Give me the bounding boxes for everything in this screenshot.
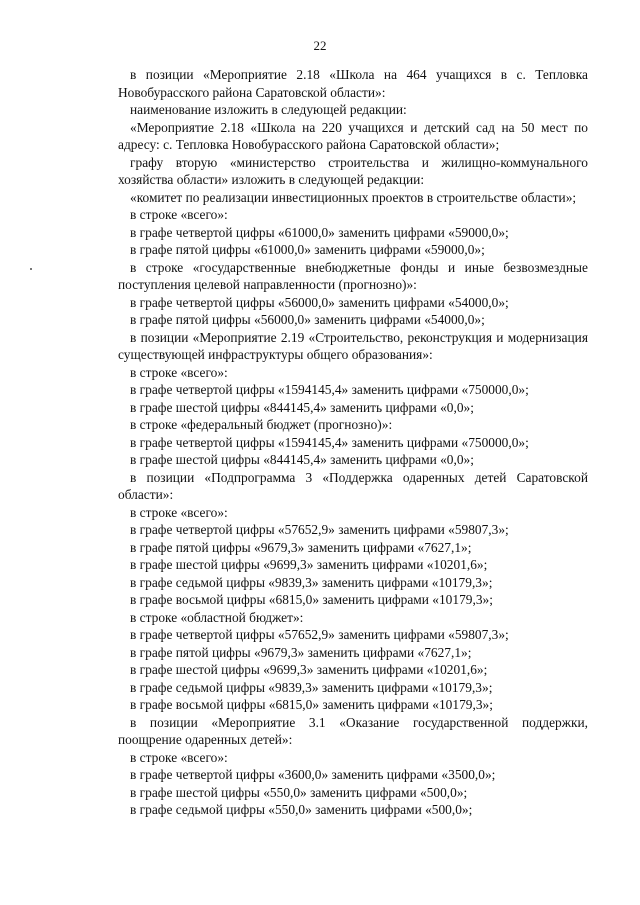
paragraph: «Мероприятие 2.18 «Школа на 220 учащихся и детский сад на 50 мест по адресу: с. Тепловка Новобурасского района Саратовской области»;	[118, 119, 588, 152]
paragraph: в позиции «Мероприятие 2.19 «Строительство, реконструкция и модернизация существующей инфраструктуры общего образования»:	[118, 329, 588, 362]
paragraph: «комитет по реализации инвестиционных проектов в строительстве области»;	[130, 189, 577, 205]
paragraph: графу вторую «министерство строительства и жилищно-коммунального хозяйства области» изложить в следующей редакции:	[118, 154, 588, 187]
paragraph: наименование изложить в следующей редакции:	[130, 102, 407, 117]
paragraph: в графе четвертой цифры «1594145,4» заменить цифрами «750000,0»;	[130, 382, 529, 397]
paragraph: в графе шестой цифры «9699,3» заменить цифрами «10201,6»;	[130, 662, 488, 677]
paragraph: в графе шестой цифры «844145,4» заменить цифрами «0,0»;	[130, 452, 474, 467]
margin-mark	[30, 268, 32, 270]
paragraph: в графе четвертой цифры «3600,0» заменить цифрами «3500,0»;	[130, 767, 496, 782]
paragraph: в строке «всего»:	[130, 364, 228, 380]
paragraph: в строке «государственные внебюджетные фонды и иные безвозмездные поступления целевой направленности (прогнозно)»:	[118, 259, 588, 292]
paragraph: в графе пятой цифры «56000,0» заменить цифрами «54000,0»;	[130, 312, 485, 327]
paragraph: в графе шестой цифры «844145,4» заменить цифрами «0,0»;	[130, 399, 474, 415]
paragraph: в графе восьмой цифры «6815,0» заменить цифрами «10179,3»;	[130, 592, 493, 607]
paragraph: в графе седьмой цифры «550,0» заменить цифрами «500,0»;	[130, 802, 473, 817]
paragraph: в графе четвертой цифры «57652,9» заменить цифрами «59807,3»;	[130, 522, 509, 537]
paragraph: в графе четвертой цифры «61000,0» заменить цифрами «59000,0»;	[130, 224, 509, 240]
paragraph: в графе шестой цифры «9699,3» заменить цифрами «10201,6»;	[130, 557, 488, 572]
paragraph: в позиции «Подпрограмма 3 «Поддержка одаренных детей Саратовской области»:	[118, 469, 588, 502]
paragraph: в строке «всего»:	[130, 207, 228, 222]
paragraph: в строке «областной бюджет»:	[130, 609, 304, 625]
page-number: 22	[313, 38, 327, 53]
document-body	[118, 66, 588, 819]
paragraph: в графе пятой цифры «61000,0» заменить цифрами «59000,0»;	[130, 242, 485, 257]
paragraph: в строке «всего»:	[130, 749, 228, 765]
paragraph: в графе восьмой цифры «6815,0» заменить цифрами «10179,3»;	[130, 697, 493, 712]
paragraph: в графе шестой цифры «550,0» заменить цифрами «500,0»;	[130, 784, 468, 800]
paragraph: в строке «всего»:	[130, 504, 228, 520]
paragraph: в графе седьмой цифры «9839,3» заменить цифрами «10179,3»;	[130, 679, 493, 695]
paragraph: в графе четвертой цифры «56000,0» заменить цифрами «54000,0»;	[130, 294, 509, 310]
paragraph: в графе четвертой цифры «1594145,4» заменить цифрами «750000,0»;	[130, 434, 529, 450]
paragraph: в позиции «Мероприятие 3.1 «Оказание государственной поддержки, поощрение одаренных детей»:	[118, 714, 588, 747]
paragraph: в строке «федеральный бюджет (прогнозно)»:	[130, 417, 393, 432]
paragraph: в позиции «Мероприятие 2.18 «Школа на 464 учащихся в с. Тепловка Новобурасского района Саратовской области»:	[118, 67, 588, 100]
paragraph: в графе пятой цифры «9679,3» заменить цифрами «7627,1»;	[130, 644, 472, 660]
paragraph: в графе четвертой цифры «57652,9» заменить цифрами «59807,3»;	[130, 627, 509, 642]
paragraph: в графе пятой цифры «9679,3» заменить цифрами «7627,1»;	[130, 539, 472, 555]
paragraph: в графе седьмой цифры «9839,3» заменить цифрами «10179,3»;	[130, 574, 493, 590]
